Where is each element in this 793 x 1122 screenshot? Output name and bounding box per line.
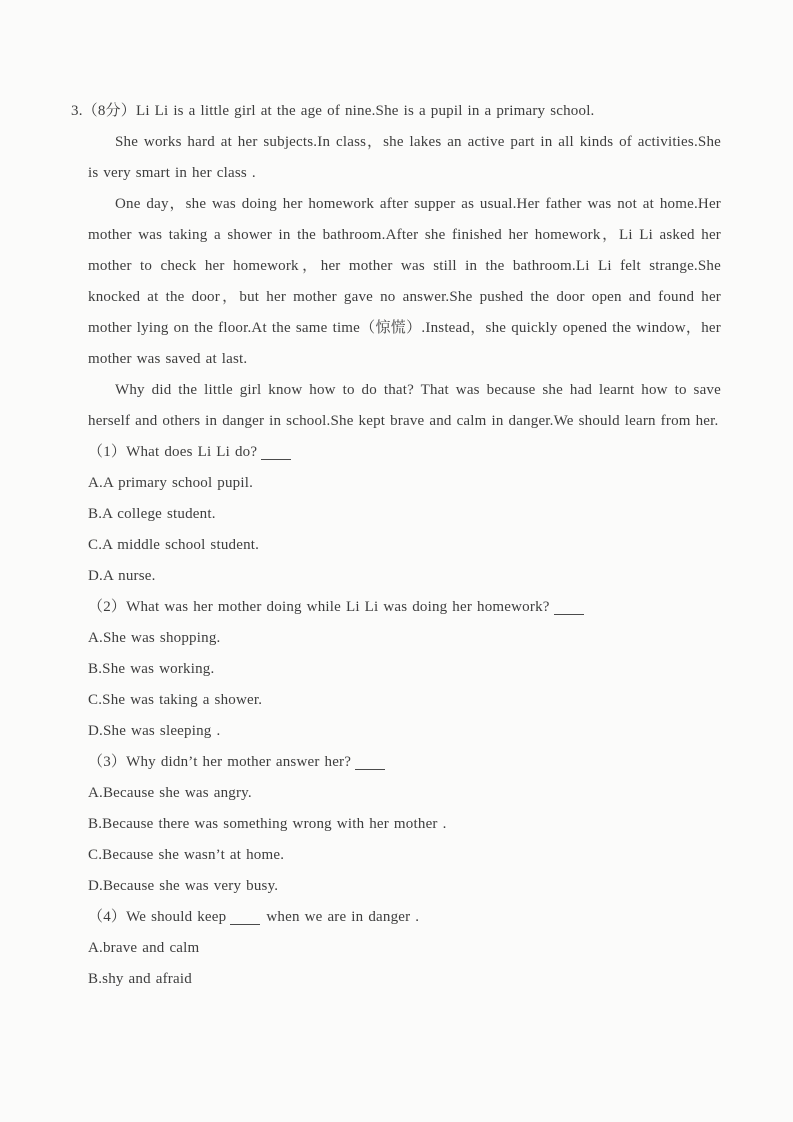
- question-3-number: （3）: [88, 754, 127, 770]
- answer-blank-2: [554, 613, 584, 615]
- question-1-text: What does Li Li do?: [126, 444, 258, 460]
- question-3-option-b: B.Because there was something wrong with her mother .: [88, 816, 447, 832]
- question-4-prompt: [88, 902, 721, 933]
- passage-paragraph-3: Why did the little girl know how to do that? That was because she had learnt how to save herself and others in danger in school.She kept brave and calm in danger.We should learn from her.: [88, 382, 721, 429]
- question-4-text: We should keep: [126, 909, 227, 925]
- question-3-option-a: A.Because she was angry.: [88, 785, 252, 801]
- answer-blank-1: [261, 458, 291, 460]
- question-block-2: [88, 592, 721, 747]
- question-1-option-c: C.A middle school student.: [88, 537, 260, 553]
- question-2-prompt: [88, 592, 721, 623]
- question-1-prompt: [88, 437, 721, 468]
- item-number-label: 3.（8分）: [71, 103, 136, 119]
- question-2-option-a: A.She was shopping.: [88, 630, 221, 646]
- answer-blank-4: [230, 923, 260, 925]
- question-3-prompt: [88, 747, 721, 778]
- question-2-number: （2）: [88, 599, 127, 615]
- question-4-option-a: A.brave and calm: [88, 940, 200, 956]
- question-2-option-c: C.She was taking a shower.: [88, 692, 263, 708]
- answer-blank-3: [355, 768, 385, 770]
- question-3-option-d: D.Because she was very busy.: [88, 878, 279, 894]
- passage-paragraph-2: One day，she was doing her homework after supper as usual.Her father was not at home.Her mother was taking a shower in the bathroom.After she finished her homework，Li Li asked her mother to check her homework，her mother was still in the bathroom.Li Li felt strange.She knocked at the door，but her mother gave no answer.She pushed the door open and found her mother lying on the floor.At the same time（惊慌）.Instead，she quickly opened the window，her mother was saved at last.: [88, 196, 721, 367]
- passage-paragraph-1: She works hard at her subjects.In class，she lakes an active part in all kinds of activities.She is very smart in her class .: [88, 134, 721, 181]
- question-1-option-b: B.A college student.: [88, 506, 216, 522]
- question-1-number: （1）: [88, 444, 127, 460]
- question-4-number: （4）: [88, 909, 127, 925]
- question-1-option-d: D.A nurse.: [88, 568, 156, 584]
- question-3-option-c: C.Because she wasn’t at home.: [88, 847, 285, 863]
- question-block-3: [88, 747, 721, 902]
- question-block-4: [88, 902, 721, 995]
- passage-intro-line: [71, 96, 721, 127]
- question-3-text: Why didn’t her mother answer her?: [126, 754, 352, 770]
- question-block-1: [88, 437, 721, 592]
- passage-intro-text: Li Li is a little girl at the age of nine.She is a pupil in a primary school.: [135, 103, 595, 119]
- question-4-option-b: B.shy and afraid: [88, 971, 192, 987]
- question-2-text: What was her mother doing while Li Li was doing her homework?: [126, 599, 550, 615]
- question-1-option-a: A.A primary school pupil.: [88, 475, 254, 491]
- question-2-option-d: D.She was sleeping .: [88, 723, 221, 739]
- question-2-option-b: B.She was working.: [88, 661, 215, 677]
- question-4-text-after: when we are in danger .: [266, 909, 420, 925]
